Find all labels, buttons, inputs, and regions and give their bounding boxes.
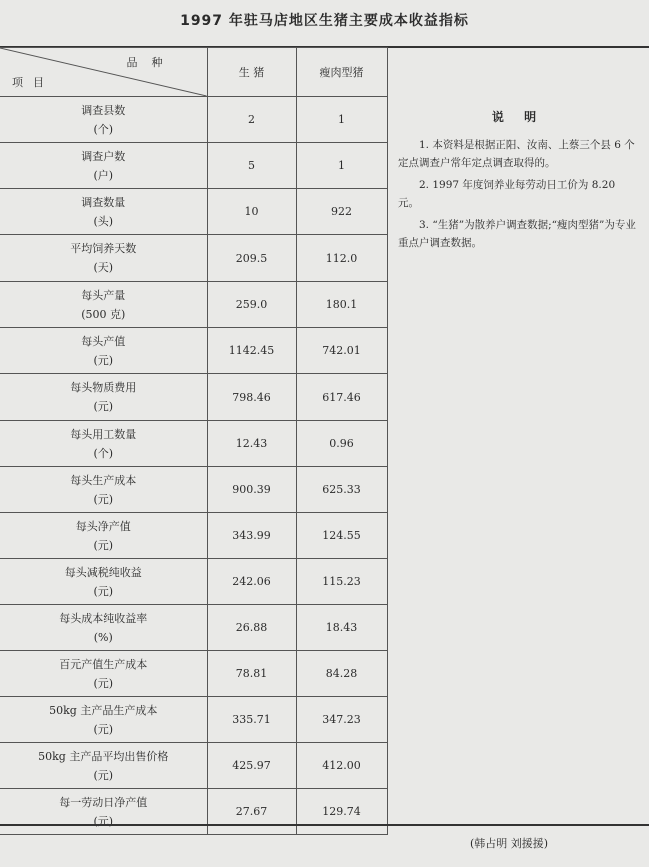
row-item-unit: (元) (93, 584, 114, 598)
table-row (0, 697, 387, 743)
row-label-cell (0, 513, 207, 559)
value-pig: 78.81 (207, 651, 296, 697)
notes-title: 说 明 (491, 110, 545, 124)
row-item-unit: (头) (93, 214, 114, 228)
value-lean-pig: 347.23 (296, 697, 387, 743)
row-label-cell (0, 421, 207, 467)
row-label-cell (0, 697, 207, 743)
row-item-unit: (元) (93, 814, 114, 828)
row-label-cell (0, 467, 207, 513)
table-row (0, 789, 387, 835)
value-pig: 12.43 (207, 421, 296, 467)
row-label-cell (0, 235, 207, 282)
row-item-unit: (元) (93, 768, 114, 782)
row-item-name: 调查县数 (81, 103, 126, 117)
value-pig: 27.67 (207, 789, 296, 835)
row-item-name: 调查数量 (81, 195, 126, 209)
table-row (0, 743, 387, 789)
table-row (0, 374, 387, 421)
row-item-unit: (元) (93, 400, 114, 413)
diagonal-header-cell (0, 48, 207, 97)
row-item-unit: (元) (93, 538, 114, 552)
row-label-cell (0, 559, 207, 605)
row-item-unit: (元) (93, 492, 114, 506)
row-label-cell (0, 789, 207, 835)
value-lean-pig: 742.01 (296, 328, 387, 374)
column-header-lean-pig: 瘦肉型猪 (296, 48, 387, 97)
value-lean-pig: 18.43 (296, 605, 387, 651)
column-header-pig: 生 猪 (207, 48, 296, 97)
value-lean-pig: 625.33 (296, 467, 387, 513)
row-label-cell (0, 143, 207, 189)
author-credit: (韩占明 刘援援) (470, 837, 549, 850)
row-item-unit: (元) (93, 353, 114, 367)
row-item-name: 每头用工数量 (70, 427, 137, 441)
row-label-cell (0, 189, 207, 235)
value-pig: 425.97 (207, 743, 296, 789)
value-lean-pig: 129.74 (296, 789, 387, 835)
value-pig: 209.5 (207, 235, 296, 282)
row-item-name: 每头净产值 (75, 519, 131, 533)
row-label-cell (0, 605, 207, 651)
row-item-unit: (500 克) (81, 307, 126, 321)
table-row (0, 421, 387, 467)
bottom-rule (0, 824, 649, 826)
row-item-name: 每头成本纯收益率 (59, 611, 148, 625)
row-item-unit: (天) (93, 261, 114, 274)
row-label-cell (0, 97, 207, 143)
row-item-name: 每一劳动日净产值 (59, 795, 148, 809)
row-item-unit: (元) (93, 722, 114, 736)
row-item-name: 50kg 主产品平均出售价格 (38, 749, 169, 763)
column-divider (387, 47, 388, 824)
row-item-unit: (个) (93, 122, 114, 136)
table-row (0, 189, 387, 235)
table-row (0, 559, 387, 605)
value-lean-pig: 124.55 (296, 513, 387, 559)
table-row (0, 328, 387, 374)
page-title: 1997 年驻马店地区生猪主要成本收益指标 (180, 13, 469, 29)
row-label-cell (0, 282, 207, 328)
row-item-name: 每头生产成本 (70, 473, 137, 487)
row-item-name: 每头产量 (81, 288, 126, 302)
value-pig: 2 (207, 97, 296, 143)
table-row (0, 235, 387, 282)
value-lean-pig: 412.00 (296, 743, 387, 789)
row-item-name: 每头物质费用 (70, 381, 137, 394)
value-lean-pig: 617.46 (296, 374, 387, 421)
value-pig: 1142.45 (207, 328, 296, 374)
row-item-unit: (户) (93, 168, 114, 182)
value-lean-pig: 112.0 (296, 235, 387, 282)
cost-benefit-table (0, 47, 388, 835)
value-lean-pig: 1 (296, 97, 387, 143)
table-row (0, 605, 387, 651)
notes-section (398, 108, 638, 256)
row-label-cell (0, 651, 207, 697)
value-pig: 10 (207, 189, 296, 235)
row-item-unit: (个) (93, 446, 114, 460)
note-item: 3. “生猪”为散养户调查数据;“瘦肉型猪”为专业重点户调查数据。 (398, 219, 636, 249)
note-item: 2. 1997 年度饲养业每劳动日工价为 8.20 元。 (398, 179, 616, 209)
value-pig: 335.71 (207, 697, 296, 743)
table-header-row (0, 48, 387, 97)
value-lean-pig: 1 (296, 143, 387, 189)
row-item-name: 每头产值 (81, 334, 126, 348)
table-row (0, 467, 387, 513)
value-pig: 242.06 (207, 559, 296, 605)
row-label-cell (0, 328, 207, 374)
value-lean-pig: 180.1 (296, 282, 387, 328)
row-item-unit: (%) (93, 630, 113, 644)
note-item: 1. 本资料是根据正阳、汝南、上蔡三个县 6 个定点调查户常年定点调查取得的。 (398, 139, 635, 169)
header-item-label: 项目 (12, 76, 54, 89)
row-label-cell (0, 743, 207, 789)
table-row (0, 513, 387, 559)
value-pig: 900.39 (207, 467, 296, 513)
value-lean-pig: 115.23 (296, 559, 387, 605)
row-item-name: 调查户数 (81, 149, 126, 163)
row-item-unit: (元) (93, 676, 114, 690)
value-pig: 259.0 (207, 282, 296, 328)
value-lean-pig: 84.28 (296, 651, 387, 697)
row-item-name: 百元产值生产成本 (59, 657, 148, 671)
table-row (0, 282, 387, 328)
header-variety-label: 品种 (126, 56, 177, 69)
row-item-name: 50kg 主产品生产成本 (49, 703, 158, 717)
table-row (0, 97, 387, 143)
row-item-name: 平均饲养天数 (70, 242, 137, 255)
value-pig: 343.99 (207, 513, 296, 559)
value-pig: 5 (207, 143, 296, 189)
value-lean-pig: 922 (296, 189, 387, 235)
value-pig: 26.88 (207, 605, 296, 651)
table-row (0, 651, 387, 697)
table-row (0, 143, 387, 189)
row-label-cell (0, 374, 207, 421)
row-item-name: 每头减税纯收益 (64, 565, 142, 579)
value-pig: 798.46 (207, 374, 296, 421)
value-lean-pig: 0.96 (296, 421, 387, 467)
